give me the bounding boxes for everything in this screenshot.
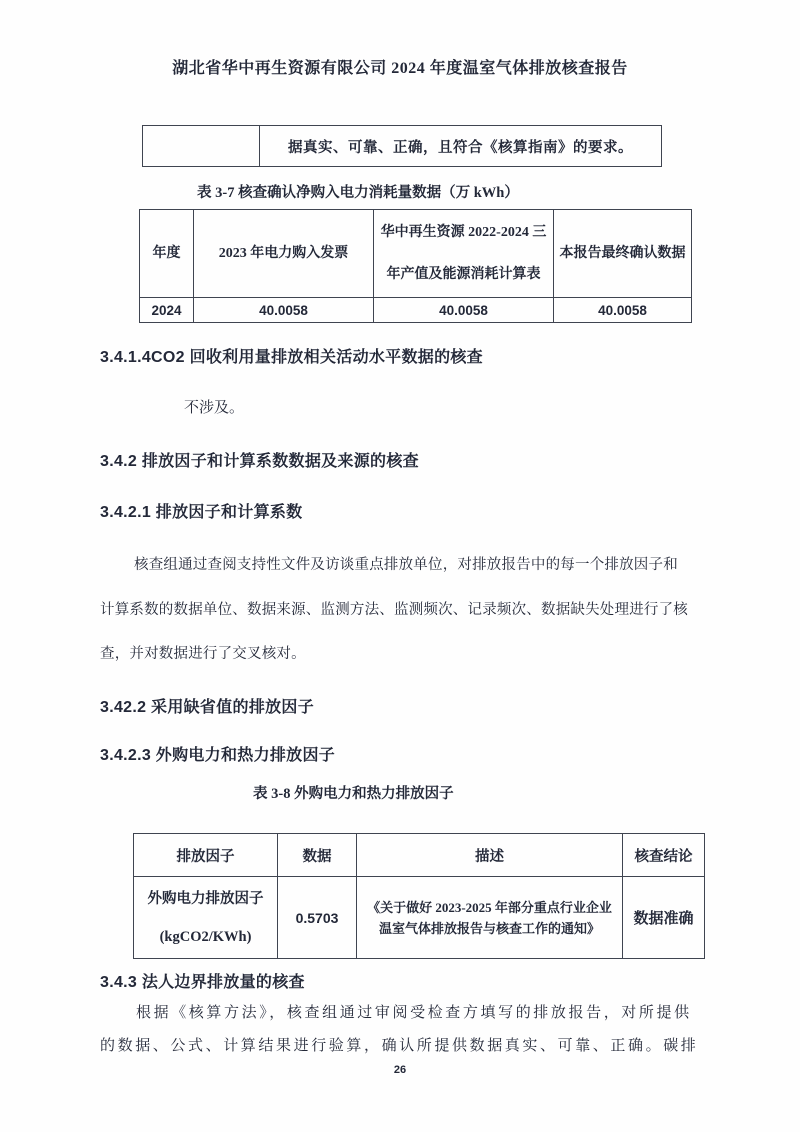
table-3-7-cell-calc-value: 40.0058	[374, 298, 554, 323]
table-3-8-caption: 表 3-8 外购电力和热力排放因子	[253, 786, 454, 802]
table-3-8-cell-conclusion: 数据准确	[623, 877, 705, 959]
paragraph-line: 查，并对数据进行了交叉核对。	[100, 646, 306, 662]
paragraph-line: 核查组通过查阅支持性文件及访谈重点排放单位，对排放报告中的每一个排放因子和	[134, 557, 678, 573]
table-3-8-cell-description: 《关于做好 2023-2025 年部分重点行业企业温室气体排放报告与核查工作的通知》	[357, 877, 623, 959]
table-3-7-cell-final-value: 40.0058	[554, 298, 692, 323]
carryover-table-text-cell: 据真实、可靠、正确，且符合《核算指南》的要求。	[288, 139, 633, 156]
section-heading-3-4-2: 3.4.2 排放因子和计算系数数据及来源的核查	[100, 453, 419, 470]
carryover-table-empty-cell	[143, 126, 260, 166]
table-3-7-cell-invoice-value: 40.0058	[194, 298, 374, 323]
table-3-7-header-calc-sheet: 华中再生资源 2022-2024 三年产值及能源消耗计算表	[374, 210, 554, 298]
table-3-8-cell-factor	[134, 877, 278, 959]
section-heading-3-4-1-4: 3.4.1.4CO2 回收利用量排放相关活动水平数据的核查	[100, 349, 483, 366]
paragraph-line: 计算系数的数据单位、数据来源、监测方法、监测频次、记录频次、数据缺失处理进行了核	[100, 601, 688, 618]
carryover-table	[142, 125, 662, 167]
table-3-8-cell-value: 0.5703	[278, 877, 357, 959]
page-title: 湖北省华中再生资源有限公司 2024 年度温室气体排放核查报告	[172, 60, 628, 77]
table-3-7-cell-year: 2024	[140, 298, 194, 323]
section-heading-3-4-3: 3.4.3 法人边界排放量的核查	[100, 974, 305, 991]
table-3-8-header-description: 描述	[357, 834, 623, 877]
section-heading-3-42-2: 3.42.2 采用缺省值的排放因子	[100, 699, 315, 716]
paragraph-line: 的数据、公式、计算结果进行验算，确认所提供数据真实、可靠、正确。碳排	[100, 1038, 699, 1054]
table-row	[140, 298, 692, 323]
paragraph-line: 根据《核算方法》，核查组通过审阅受检查方填写的排放报告，对所提供	[136, 1005, 692, 1021]
factor-unit-line: (kgCO2/KWh)	[159, 928, 252, 945]
legal-boundary-paragraph	[100, 997, 716, 1063]
table-3-7	[139, 209, 692, 323]
table-3-8-header-value: 数据	[278, 834, 357, 877]
table-row	[134, 877, 705, 959]
table-3-7-header-invoice: 2023 年电力购入发票	[194, 210, 374, 298]
table-3-7-header-year: 年度	[140, 210, 194, 298]
section-heading-3-4-2-3: 3.4.2.3 外购电力和热力排放因子	[100, 747, 336, 764]
section-heading-3-4-2-1: 3.4.2.1 排放因子和计算系数	[100, 504, 303, 521]
table-3-8	[133, 833, 705, 959]
table-3-8-header-conclusion: 核查结论	[623, 834, 705, 877]
table-3-8-header-factor: 排放因子	[134, 834, 278, 877]
factor-name-line: 外购电力排放因子	[147, 890, 264, 907]
table-3-8-header-row	[134, 834, 705, 877]
emission-factor-paragraph	[100, 543, 716, 677]
table-3-7-caption: 表 3-7 核查确认净购入电力消耗量数据（万 kWh）	[197, 185, 519, 201]
page-number: 26	[393, 1064, 407, 1076]
table-3-7-header-final: 本报告最终确认数据	[554, 210, 692, 298]
not-involved-text: 不涉及。	[184, 400, 245, 416]
table-3-7-header-row	[140, 210, 692, 298]
